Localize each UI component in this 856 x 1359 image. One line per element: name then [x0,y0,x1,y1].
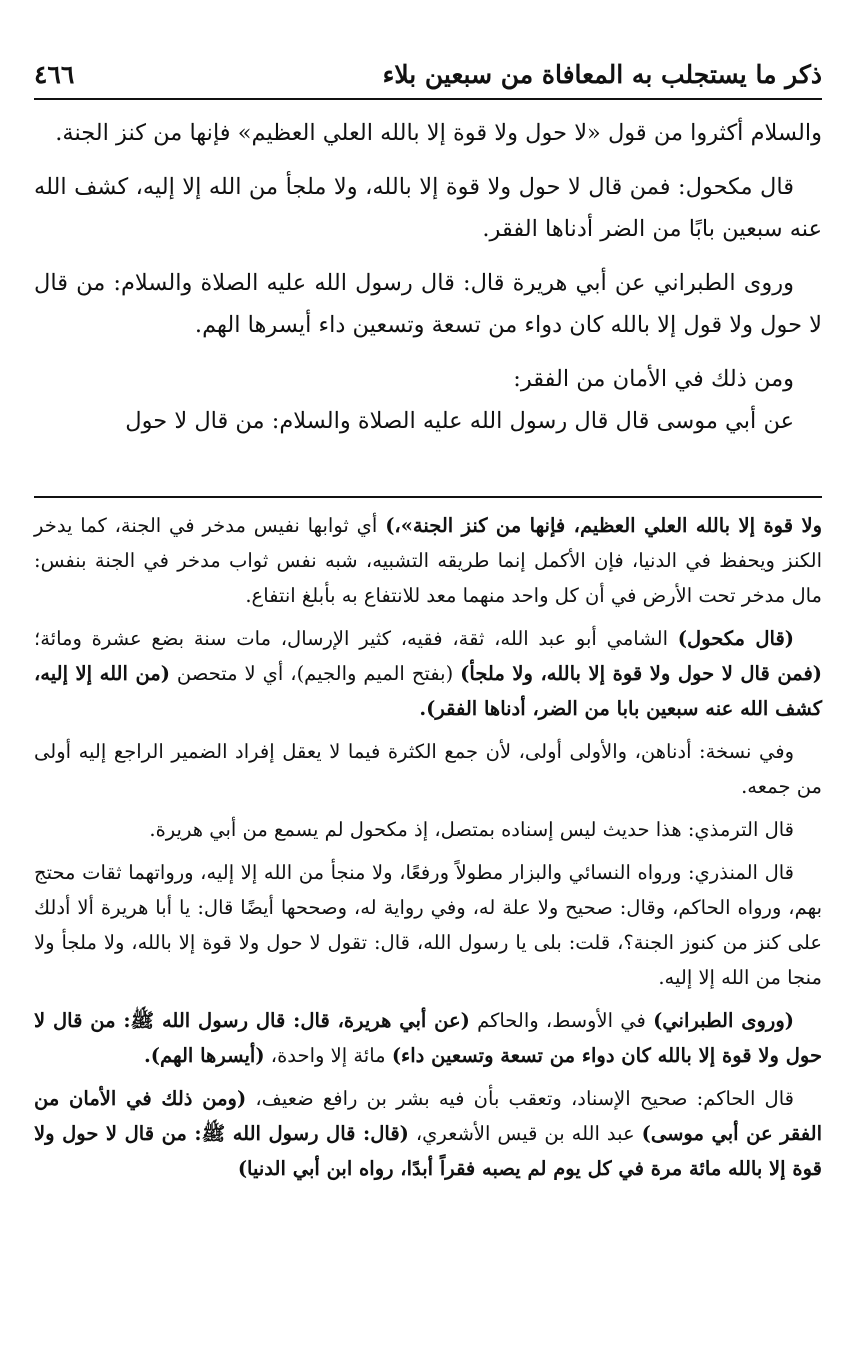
quoted-text: (عن أبي هريرة، قال: قال رسول الله ﷺ: من قال لا حول ولا قوة إلا بالله كان دواء من تسعة وتسعين داء) [34,1009,822,1067]
quoted-text: (أيسرها الهم). [143,1044,265,1067]
main-paragraph: وروى الطبراني عن أبي هريرة قال: قال رسول الله عليه الصلاة والسلام: من قال لا حول ولا قول إلا بالله كان دواء من تسعة وتسعين داء أيسرها الهم. [34,270,822,338]
commentary-text-span: في الأوسط، والحاكم [469,1009,654,1032]
quoted-text: (قال: قال رسول الله ﷺ: من قال لا حول ولا قوة إلا بالله مائة مرة في كل يوم لم يصبه فقراً أبدًا، رواه ابن أبي الدنيا) [34,1122,822,1180]
commentary-paragraph [34,1081,822,1186]
running-title: ذكر ما يستجلب به المعافاة من سبعين بلاء [382,59,822,89]
commentary-paragraph: قال الترمذي: هذا حديث ليس إسناده بمتصل، إذ مكحول لم يسمع من أبي هريرة. [149,818,794,841]
page-header [34,52,822,96]
quoted-text: (وروى الطبراني) [653,1009,794,1032]
commentary-text-span: قال الحاكم: صحيح الإسناد، وتعقب بأن فيه بشر بن رافع ضعيف، [246,1087,794,1110]
main-text [34,112,822,442]
quoted-text: (فمن قال لا حول ولا قوة إلا بالله، ولا ملجأ) [460,662,823,685]
commentary-paragraph [34,508,822,613]
quoted-text: (من الله إلا إليه، كشف الله عنه سبعين بابا من الضر، أدناها الفقر). [34,662,822,720]
commentary-text-span: الشامي أبو عبد الله، ثقة، فقيه، كثير الإرسال، مات سنة بضع عشرة ومائة؛ [34,627,678,650]
main-paragraph: قال مكحول: فمن قال لا حول ولا قوة إلا بالله، ولا ملجأ من الله إلا إليه، كشف الله عنه سبعين بابًا من الضر أدناها الفقر. [34,174,822,242]
quoted-text: ولا قوة إلا بالله العلي العظيم، فإنها من كنز الجنة»،) [385,514,823,537]
quoted-text: (قال مكحول) [677,627,794,650]
commentary-divider [34,496,822,498]
header-divider [34,98,822,100]
commentary-text-span: مائة إلا واحدة، [264,1044,392,1067]
quoted-text: (ومن ذلك في الأمان من الفقر عن أبي موسى) [34,1087,822,1145]
main-paragraph: عن أبي موسى قال قال رسول الله عليه الصلاة والسلام: من قال لا حول [125,408,794,434]
commentary-text [34,508,822,1194]
commentary-text-span: (بفتح الميم والجيم)، أي لا متحصن [169,662,461,685]
commentary-text-span: عبد الله بن قيس الأشعري، [408,1122,642,1145]
commentary-paragraph [34,1003,822,1073]
commentary-paragraph [34,621,822,726]
main-paragraph: والسلام أكثروا من قول «لا حول ولا قوة إلا بالله العلي العظيم» فإنها من كنز الجنة. [55,120,822,146]
commentary-paragraph: وفي نسخة: أدناهن، والأولى أولى، لأن جمع الكثرة فيما لا يعقل إفراد الضمير الراجع إليه أولى من جمعه. [34,740,822,798]
commentary-text-span: أي ثوابها نفيس مدخر في الجنة، كما يدخر الكنز ويحفظ في الدنيا، فإن الأكمل إنما طريقه التشبيه، شبه نفس ثواب مدخر في الجنة بنفس: مال مدخر تحت الأرض في أن كل واحد منهما معد للانتفاع به بأبلغ انتفاع. [34,514,822,607]
main-paragraph: ومن ذلك في الأمان من الفقر: [513,366,794,392]
commentary-paragraph: قال المنذري: ورواه النسائي والبزار مطولاً ورفعًا، ولا منجأ من الله إلا إليه، ورواتهما ثقات محتج بهم، ورواه الحاكم، وقال: صحيح ولا علة له، وفي رواية له، وصححها أيضًا قال: يا أبا هريرة ألا أدلك على كنز من كنوز الجنة؟، قلت: بلى يا رسول الله، قال: تقول لا حول ولا قوة إلا بالله، ولا ملجأ ولا منجا من الله إلا إليه. [34,861,822,989]
page-number: ٤٦٦ [34,59,75,89]
